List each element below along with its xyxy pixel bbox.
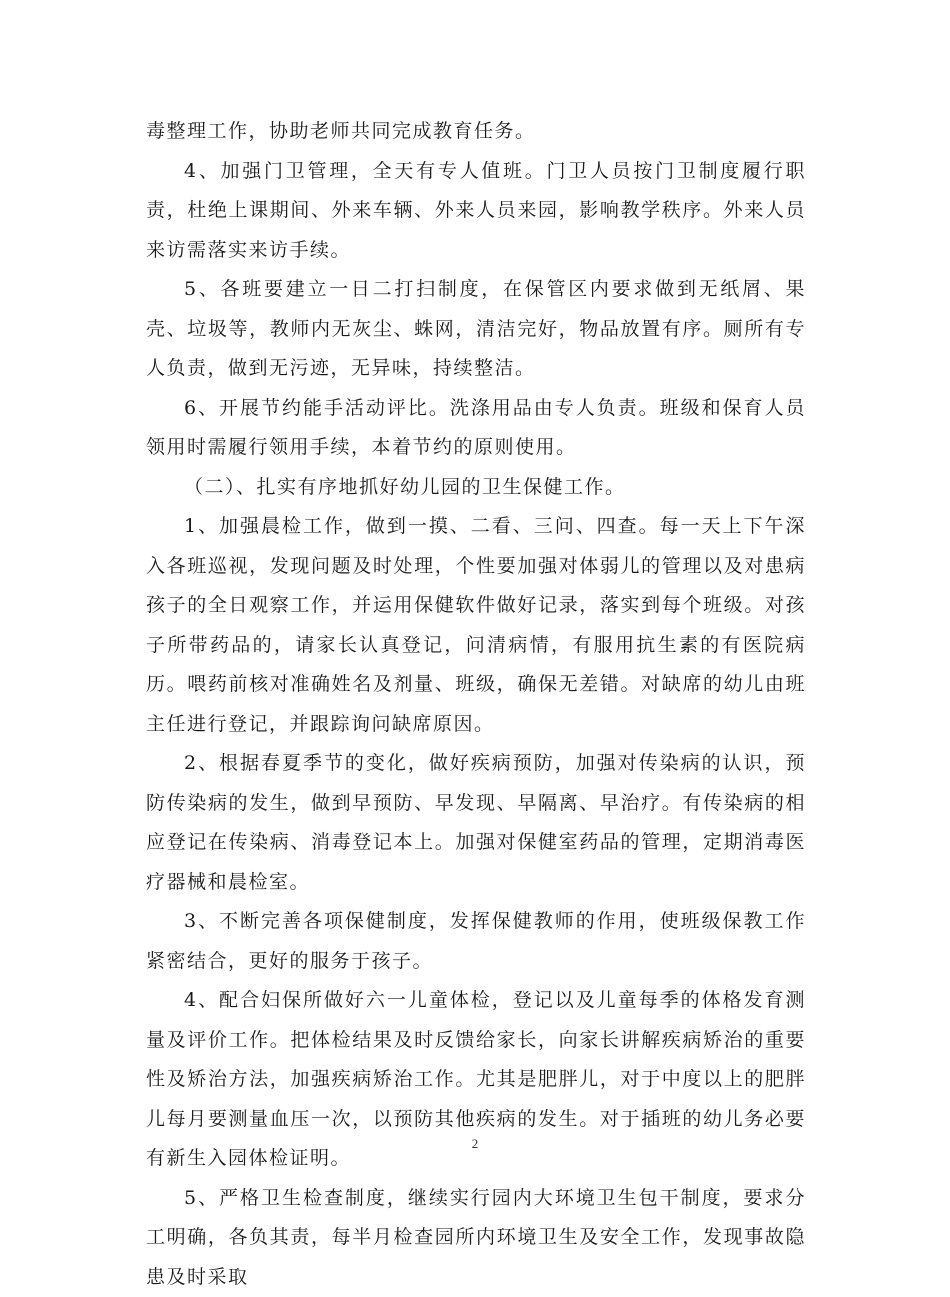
paragraph-cleaning-system: 5、各班要建立一日二打扫制度，在保管区内要求做到无纸屑、果壳、垃圾等，教师内无灰尘、蛛网，清洁完好，物品放置有序。厕所有专人负责，做到无污迹，无异味，持续整洁。 (146, 270, 806, 389)
section-heading-health-care: （二）、扎实有序地抓好幼儿园的卫生保健工作。 (146, 468, 806, 508)
paragraph-morning-check: 1、加强晨检工作，做到一摸、二看、三问、四查。每一天上下午深入各班巡视，发现问题及时处理，个性要加强对体弱儿的管理以及对患病孩子的全日观察工作，并运用保健软件做好记录，落实到每个班级。对孩子所带药品的，请家长认真登记，问清病情，有服用抗生素的有医院病历。喂药前核对准确姓名及剂量、班级，确保无差错。对缺席的幼儿由班主任进行登记，并跟踪询问缺席原因。 (146, 507, 806, 744)
document-body (146, 112, 806, 1297)
paragraph-continuation: 毒整理工作，协助老师共同完成教育任务。 (146, 112, 806, 152)
paragraph-hygiene-inspection: 5、严格卫生检查制度，继续实行园内大环境卫生包干制度，要求分工明确，各负其责，每半月检查园所内环境卫生及安全工作，发现事故隐患及时采取 (146, 1179, 806, 1297)
paragraph-gate-management: 4、加强门卫管理，全天有专人值班。门卫人员按门卫制度履行职责，杜绝上课期间、外来车辆、外来人员来园，影响教学秩序。外来人员来访需落实来访手续。 (146, 152, 806, 271)
paragraph-disease-prevention: 2、根据春夏季节的变化，做好疾病预防，加强对传染病的认识，预防传染病的发生，做到早预防、早发现、早隔离、早治疗。有传染病的相应登记在传染病、消毒登记本上。加强对保健室药品的管理，定期消毒医疗器械和晨检室。 (146, 744, 806, 902)
paragraph-physical-exam: 4、配合妇保所做好六一儿童体检，登记以及儿童每季的体格发育测量及评价工作。把体检结果及时反馈给家长，向家长讲解疾病矫治的重要性及矫治方法，加强疾病矫治工作。尤其是肥胖儿，对于中度以上的肥胖儿每月要测量血压一次，以预防其他疾病的发生。对于插班的幼儿务必要有新生入园体检证明。 (146, 981, 806, 1179)
paragraph-health-system: 3、不断完善各项保健制度，发挥保健教师的作用，使班级保教工作紧密结合，更好的服务于孩子。 (146, 902, 806, 981)
paragraph-saving-contest: 6、开展节约能手活动评比。洗涤用品由专人负责。班级和保育人员领用时需履行领用手续，本着节约的原则使用。 (146, 389, 806, 468)
page-number: 2 (0, 1136, 950, 1152)
